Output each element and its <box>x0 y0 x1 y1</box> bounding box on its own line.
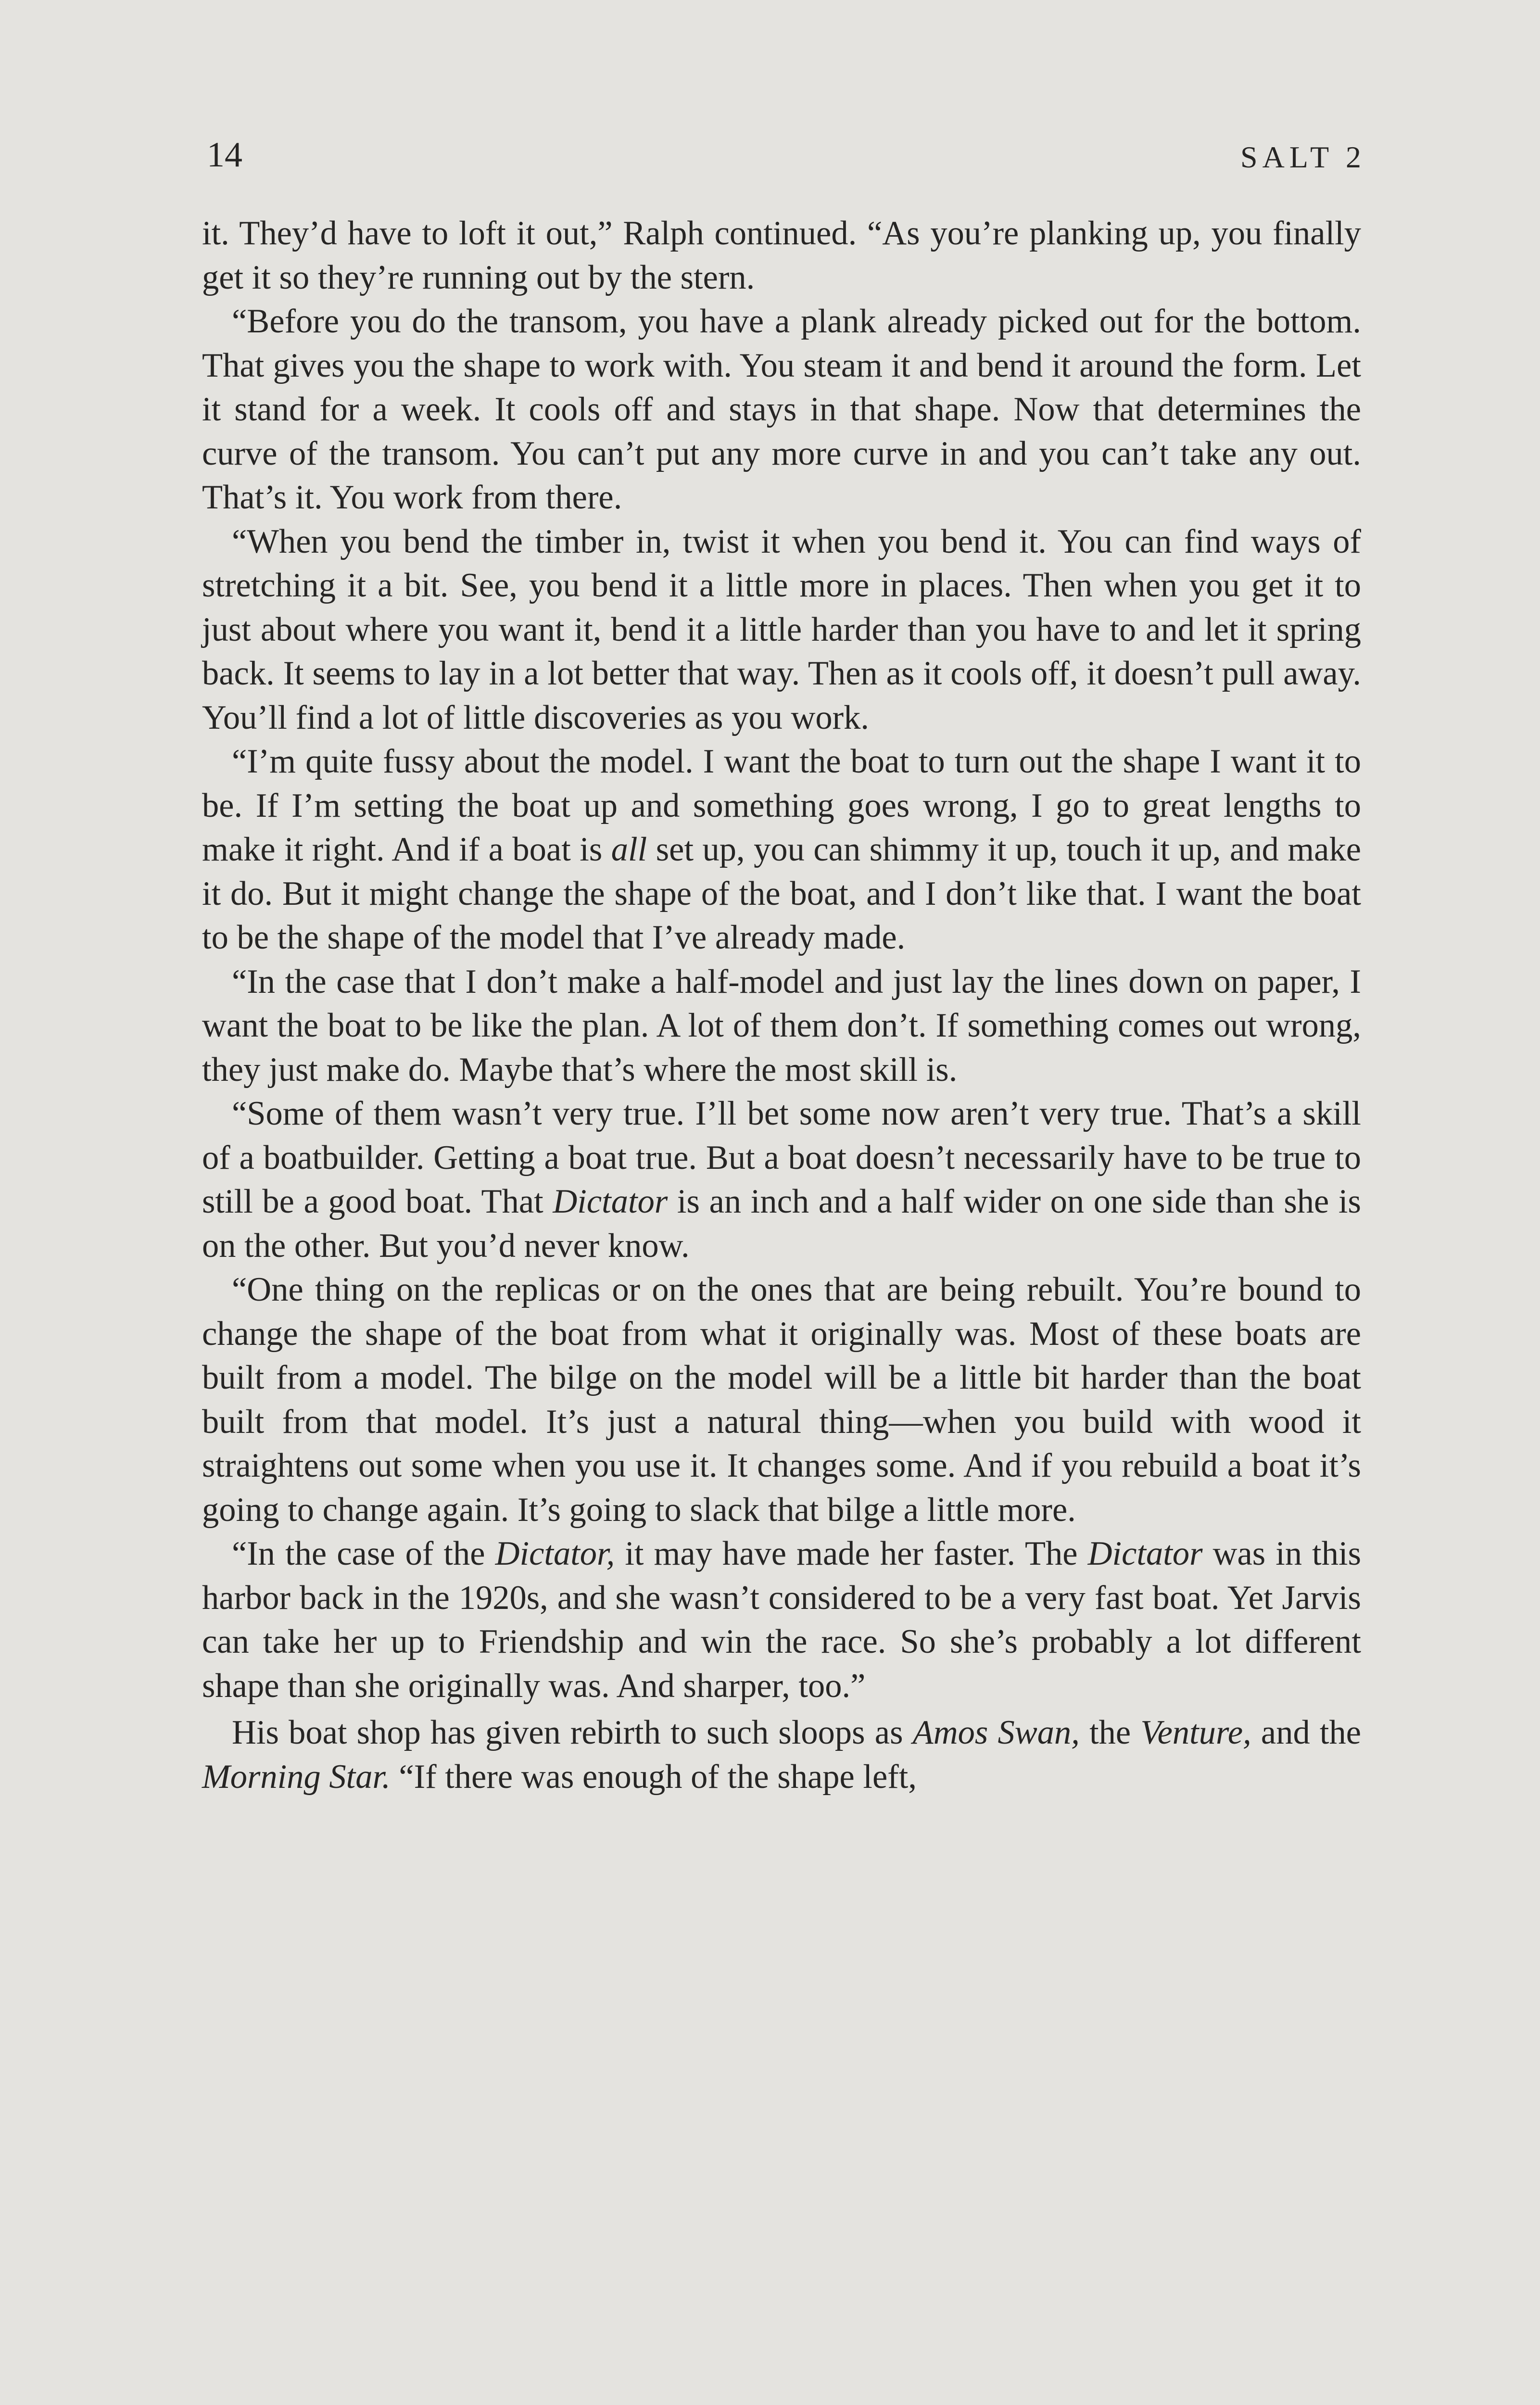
paragraph-4 <box>202 740 1361 960</box>
page-number: 14 <box>207 135 242 175</box>
text-run: it. They’d have to loft it out,” Ralph continued. “As you’re planking up, you finally get it so they’re running out by the stern. <box>202 215 1361 296</box>
text-run: “Before you do the transom, you have a plank already picked out for the bottom. That gives you the shape to work with. You steam it and bend it around the form. Let it stand for a week. It cools off and stays in that shape. Now that determines the curve of the transom. You can’t put any more curve in and you can’t take any out. That’s it. You work from there. <box>202 303 1361 516</box>
text-run: the <box>1079 1714 1141 1751</box>
paragraph-1 <box>202 212 1361 300</box>
paragraph-8 <box>202 1532 1361 1708</box>
italic-text: all <box>611 831 647 868</box>
italic-text: Morning Star. <box>202 1758 391 1796</box>
paragraph-7 <box>202 1268 1361 1532</box>
text-run: it may have made her faster. The <box>615 1535 1088 1572</box>
italic-text: Dictator <box>553 1183 668 1220</box>
text-run: and the <box>1251 1714 1361 1751</box>
text-run: “Some of them wasn’t very true. I’ll bet some now aren’t very true. That’s a skill of a boatbuilder. Getting a boat true. But a boat doesn’t necessarily have to be true to still be a good boat. That <box>202 1095 1361 1220</box>
text-run: “In the case that I don’t make a half-model and just lay the lines down on paper, I want the boat to be like the plan. A lot of them don’t. If something comes out wrong, they just make do. Maybe that’s where the most skill is. <box>202 962 1361 1089</box>
italic-text: Dictator <box>1087 1535 1203 1572</box>
text-run: “In the case of the <box>232 1535 495 1572</box>
body-text <box>202 212 1361 1799</box>
text-run: set up, you can shimmy it up, touch it up, and make it do. But it might change the shape of the boat, and I don’t like that. I want the boat to be the shape of the model that I’ve already made. <box>202 831 1361 956</box>
paragraph-3 <box>202 520 1361 740</box>
text-run: “One thing on the replicas or on the ones that are being rebuilt. You’re bound to change the shape of the boat from what it originally was. Most of these boats are built from a model. The bilge on the model will be a little bit harder than the boat built from that model. It’s just a natural thing—when you build with wood it straightens out some when you use it. It changes some. And if you rebuild a boat it’s going to change again. It’s going to slack that bilge a little more. <box>202 1271 1361 1529</box>
italic-text: Dictator, <box>495 1535 615 1572</box>
running-head <box>207 137 1366 185</box>
text-run: is an inch and a half wider on one side than she is on the other. But you’d never know. <box>202 1183 1361 1265</box>
paragraph-2 <box>202 300 1361 520</box>
text-run: “I’m quite fussy about the model. I want the boat to turn out the shape I want it to be. If I’m setting the boat up and something goes wrong, I go to great lengths to make it right. And if a boat is <box>202 743 1361 868</box>
text-run: “If there was enough of the shape left, <box>390 1758 917 1796</box>
paragraph-9 <box>202 1711 1361 1799</box>
italic-text: Venture, <box>1140 1714 1251 1751</box>
paragraph-5 <box>202 960 1361 1092</box>
journal-title: SALT 2 <box>1240 140 1366 174</box>
paragraph-6 <box>202 1092 1361 1268</box>
text-run: His boat shop has given rebirth to such sloops as <box>232 1714 913 1751</box>
text-run: was in this harbor back in the 1920s, and she wasn’t considered to be a very fast boat. Yet Jarvis can take her up to Friendship and win the race. So she’s probably a lot different shape than she originally was. And sharper, too.” <box>202 1535 1362 1705</box>
italic-text: Amos Swan, <box>912 1714 1080 1751</box>
text-run: “When you bend the timber in, twist it when you bend it. You can find ways of stretching it a bit. See, you bend it a little more in places. Then when you get it to just about where you want it, bend it a little harder than you have to and let it spring back. It seems to lay in a lot better that way. Then as it cools off, it doesn’t pull away. You’ll find a lot of little discoveries as you work. <box>202 522 1361 736</box>
